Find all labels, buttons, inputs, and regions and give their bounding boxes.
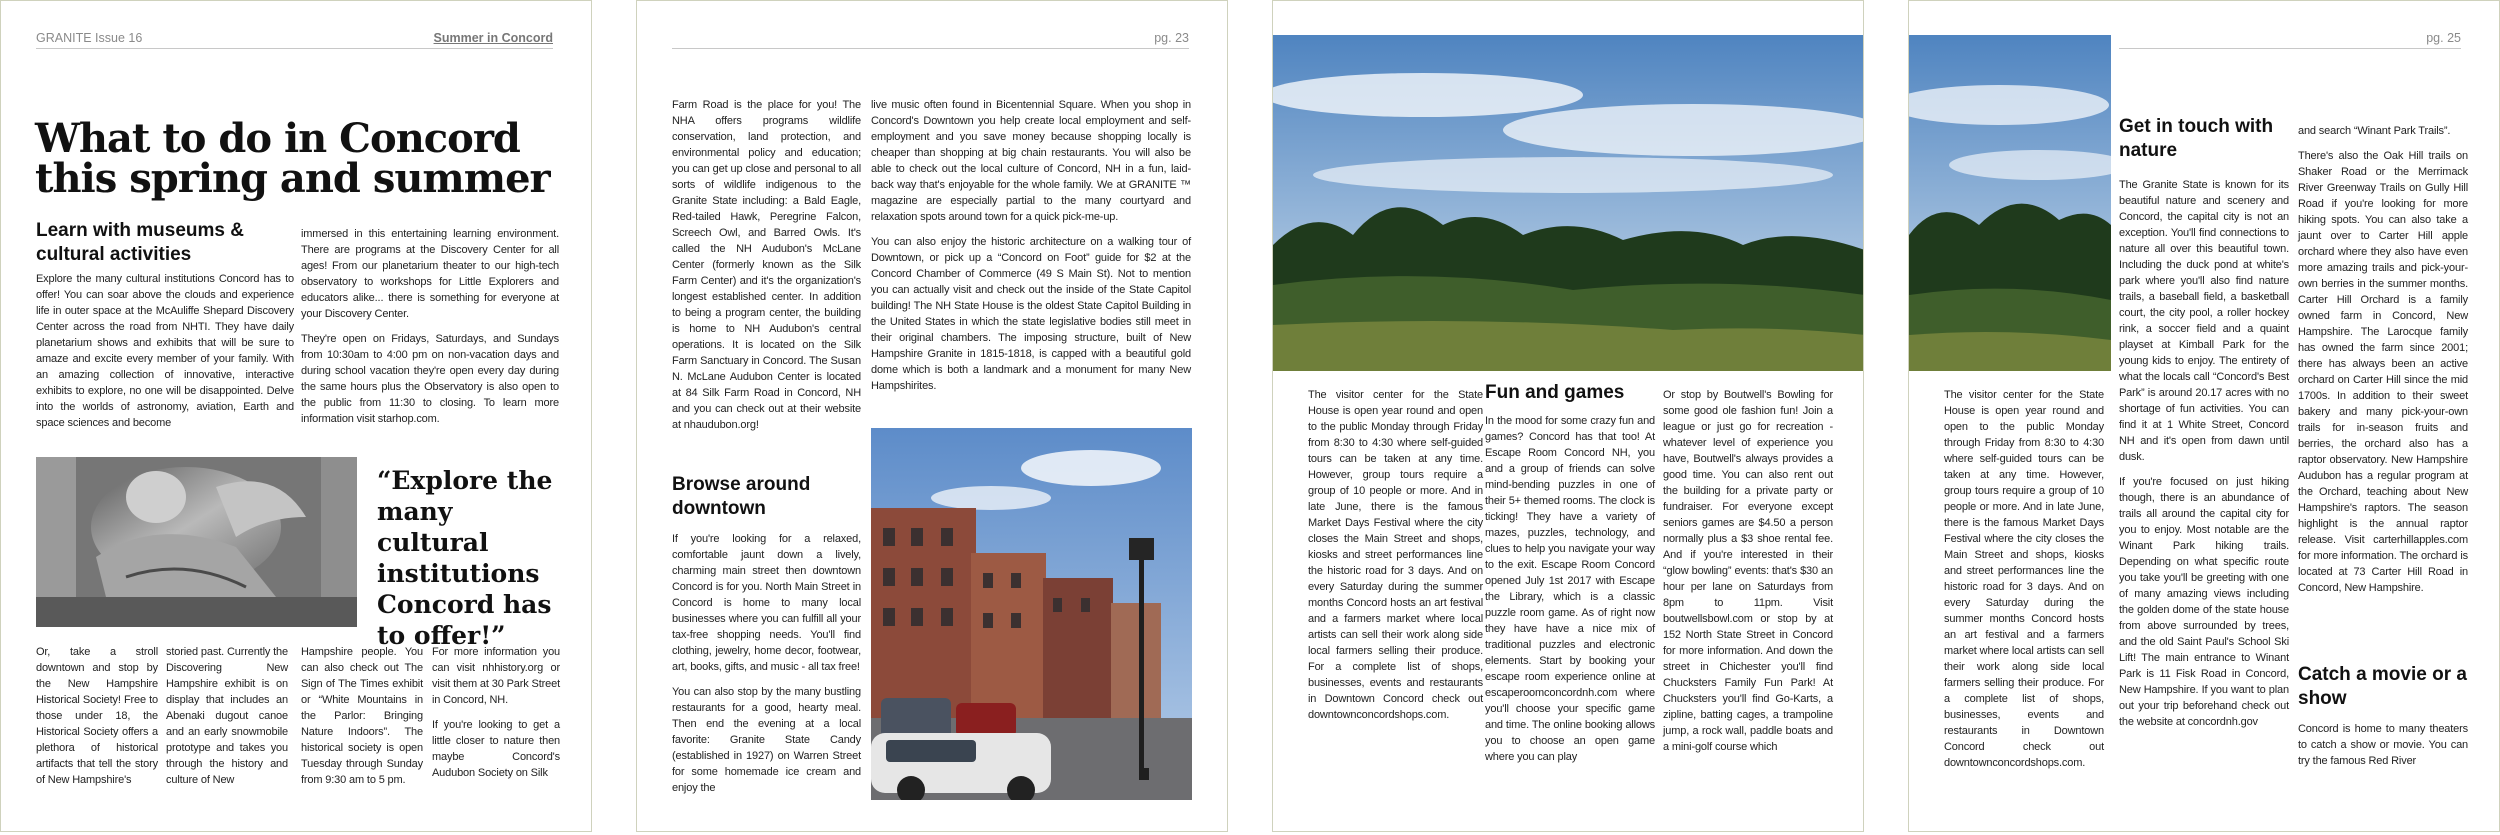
angel-statue-photo <box>36 457 357 627</box>
header-rule <box>672 48 1189 49</box>
subhead-fun-games: Fun and games <box>1485 382 1625 403</box>
subhead-museums: Learn with museums & cultural activities <box>36 220 244 265</box>
section-label: Summer in Concord <box>433 31 553 45</box>
treeline-photo-crop <box>1909 35 2111 371</box>
treeline-sky-photo <box>1273 35 1864 371</box>
body-col-3b: Concord is home to many theaters to catch a show or movie. You can try the famous Red River <box>2298 723 2468 767</box>
lower-col-4: For more information you can visit nhhistory.org or visit them at 30 Park Street in Concord, NH. If you're looking to get a little closer to nature then maybe Concord's Audubon Society on Silk <box>432 646 560 779</box>
body-col-2: The Granite State is known for its beautiful nature and scenery and Concord, the capital city is not an exception. You'll find connections to nature all over this beautiful town. Including the duck pond at white's park where you'll also find nature trails, a baseball field, a basketball court, the city pool, a roller hockey rink, a soccer field and a quaint playset at Kimball Park for the young kids to enjoy. The entirety of what the locals call “Concord's Best Park” is around 20.17 acres with no shortage of fun activities. You can find it at 1 White Street, Concord NH and it's open from dawn until dusk. If you're focused on just hiking though, there is an abundance of trails all around the capital city for you to enjoy. Most notable are the Winant Park hiking trails. Depending on what specific route you take you'll be greeting with one of many amazing views including the golden dome of the state house from above surrounded by trees, and the old Saint Paul's School Ski Lift! The main entrance to Winant Park is 11 Fisk Road in Concord, New Hampshire. If you want to plan out your trip beforehand check out the website at concordnh.gov <box>2119 179 2289 728</box>
page-number: pg. 23 <box>1154 31 1189 45</box>
issue-label: GRANITE Issue 16 <box>36 31 143 45</box>
subhead-nature: Get in touch with nature <box>2119 116 2274 161</box>
body-col-2: live music often found in Bicentennial Square. When you shop in Concord's Downtown you help create local employment and self-employment and you save money because shopping locally is cheaper than shopping at big chain restaurants. You will also be able to check out the local culture of Concord, NH in a fun, laid-back way that's enjoyable for the whole family. We at GRANITE ™ magazine are especially partial to the many courtyard and relaxation spots around town for a quick pick-me-up. You can also enjoy the historic architecture on a walking tour of Downtown, or pick up a “Concord on Foot” guide for $2 at the Concord Chamber of Commerce (49 S Main St). Not to mention you can actually visit and check out the inside of the State Capitol building! The NH State House is the oldest State Capitol Building in the United States in which the state legislative bodies still meet in their original chambers. The imposing structure, built of New Hampshire Granite in 1815-1818, is capped with a beautiful gold dome which is both a landmark and a monument for many New Hampshirites. <box>871 99 1191 392</box>
magazine-page-23 <box>636 0 1228 832</box>
downtown-street-photo <box>871 428 1192 800</box>
body-col-3: Or stop by Boutwell's Bowling for some good ole fashion fun! Join a league or just go for recreation - whatever level of experience you have, Boutwell's always provides a good time. You can also rent out the building for a private party or fundraiser. For everyone except seniors games are $4.50 a person normally plus a $3 shoe rental fee. And if you're interested in their “glow bowling” events: that's $30 an hour per lane on Saturdays from 8pm to 11pm. Visit boutwellsbowl.com or stop by at 152 North State Street in Concord for more information. And down the street in Chichester you'll find Chucksters Family Fun Park! At Chucksters you'll find Go-Karts, a zipline, batting cages, a trampoline jump, a rock wall, paddle boats and a mini-golf course which <box>1663 389 1833 753</box>
body-col-1: Farm Road is the place for you! The NHA offers programs wildlife conservation, land protection, and environmental policy and education; you can get up close and personal to all sorts of wildlife indigenous to the Granite State including: a Bald Eagle, Red-tailed Hawk, Peregrine Falcon, Screech Owl, and Barred Owls. It's called the NH Audubon's McLane Center (formerly known as the Silk Farm Center) and it's the organization's longest established center. In addition to being a program center, the building is home to NH Audubon's central operations. It is located on the Silk Farm Sanctuary in Concord. The Susan N. McLane Audubon Center is located at 84 Silk Farm Road in Concord, NH and you can check out at their website at nhaudubon.org! <box>672 99 861 431</box>
lower-col-3: Hampshire people. You can also check out The Sign of The Times exhibit or “White Mountains in the Parlor: Bringing Nature Indoors”. The historical society is open Tuesday through Sunday from 9:30 am to 5 pm. <box>301 646 423 786</box>
magazine-page-24 <box>1272 0 1864 832</box>
subhead-movie: Catch a movie or a show <box>2298 664 2467 709</box>
lower-col-1: Or, take a stroll downtown and stop by the New Hampshire Historical Society! Free to those under 18, the Historical Society offers a plethora of historical artifacts that tell the story of New Hampshire's <box>36 646 158 786</box>
title-line-2: this spring and summer <box>35 155 550 202</box>
article-title <box>35 115 585 202</box>
page-number: pg. 25 <box>2426 31 2461 45</box>
body-col-1: Explore the many cultural institutions Concord has to offer! You can soar above the clouds and experience life in outer space at the McAuliffe Shepard Discovery Center across the road from NHTI. They have daily planetarium shows and exhibits that will be sure to amaze and excite every member of your family. With an amazing collection of innovative, interactive exhibits to explore, no one will be disappointed. Delve into the worlds of astronomy, aviation, Earth and space sciences and become <box>36 273 294 429</box>
body-col-1b: If you're looking for a relaxed, comfortable jaunt down a lively, charming main street then downtown Concord is for you. North Main Street in Concord is home to many local businesses where you can fulfill all your tax-free shopping needs. You'll find clothing, jewelry, home decor, footwear, art, books, gifts, and music - all tax free! You can also stop by the many bustling restaurants for a good, hearty meal. Then end the evening at a local favorite: Granite State Candy (established in 1927) on Warren Street for some homemade ice cream and enjoy the <box>672 533 861 794</box>
body-col-2: immersed in this entertaining learning environment. There are programs at the Discovery Center for all ages! From our planetarium theater to our high-tech observatory to workshops for Little Explorers and educators alike... there is something for everyone at your Discovery Center. They're open on Fridays, Saturdays, and Sundays from 10:30am to 4:00 pm on non-vacation days and during school vacation they're open every day during the same hours plus the Observatory is also open to the public from 11:30 to closing. To learn more information visit starhop.com. <box>301 228 559 425</box>
body-col-3: and search “Winant Park Trails”. There's also the Oak Hill trails on Shaker Road or the Merrimack River Greenway Trails on Gully Hill Road if you're looking for more hiking spots. You can also take a jaunt over to Carter Hill apple orchard where they also have even more amazing trails and pick-your-own berries in the summer months. Carter Hill Orchard is a family owned farm in Concord, New Hampshire. The Larocque family has owned the farm since 2001; there has always been an active orchard on Carter Hill since the mid 1700s. In addition to their sweet bakery and many pick-your-own trails for in-season fruits and berries, the orchard also has a raptor observatory. New Hampshire Audubon has a regular program at the Orchard, teaching about New Hampshire's raptors. The season highlight is the annual raptor release. Visit carterhillapples.com for more information. The orchard is located at 73 Carter Hill Road in Concord, New Hampshire. <box>2298 125 2468 594</box>
header-rule <box>2119 48 2461 49</box>
header-rule <box>36 48 553 49</box>
pull-quote: “Explore the many cultural institutions Concord has to offer!” <box>377 466 553 650</box>
subhead-downtown: Browse around downtown <box>672 474 811 519</box>
body-col-2: In the mood for some crazy fun and games? Concord has that too! At Escape Room Concord NH, you and a group of friends can solve mind-bending puzzles in one of their 5+ themed rooms. The clock is ticking! They have a variety of mazes, puzzles, technology, and clues to help you navigate your way to the exit. Escape Room Concord opened July 1st 2017 with Escape the Library, which is a classic puzzle room game. As of right now they have have a nice mix of traditional puzzles and electronic elements. Start by booking your escape room experience online at escaperoomconcordnh.com where you'll choose your specific game and time. The online booking allows you to choose an open game where you can play <box>1485 415 1655 763</box>
body-col-1: The visitor center for the State House is open year round and open to the public Monday through Friday from 8:30 to 4:30 where self-guided tours can be taken at any time. However, group tours require a group of 10 people or more. And in late June, there is the famous Market Days Festival where the city closes the Main Street and shops, kiosks and street performances line the historic road for 3 days. And on every Saturday during the summer months Concord hosts an art festival and a farmers market where local artists can sell their work along side local farmers selling their produce. For a complete list of shops, businesses, events and restaurants in Downtown Concord check out downtownconcordshops.com. <box>1944 389 2104 769</box>
magazine-page-22 <box>0 0 592 832</box>
magazine-page-25 <box>1908 0 2500 832</box>
body-col-1: The visitor center for the State House is open year round and open to the public Monday through Friday from 8:30 to 4:30 where self-guided tours can be taken at any time. However, group tours require a group of 10 people or more. And in late June, there is the famous Market Days Festival where the city closes the Main Street and shops, kiosks and street performances line the historic road for 3 days. And on every Saturday during the summer months Concord hosts an art festival and a farmers market where local artists can sell their work along side local farmers selling their produce. For a complete list of shops, businesses, events and restaurants in Downtown Concord check out downtownconcordshops.com. <box>1308 389 1483 721</box>
lower-col-2: storied past. Currently the Discovering New Hampshire exhibit is on display that includes an Abenaki dugout canoe and an early snowmobile prototype and takes you through the history and culture of New <box>166 646 288 786</box>
title-line-1: What to do in Concord <box>35 115 520 162</box>
